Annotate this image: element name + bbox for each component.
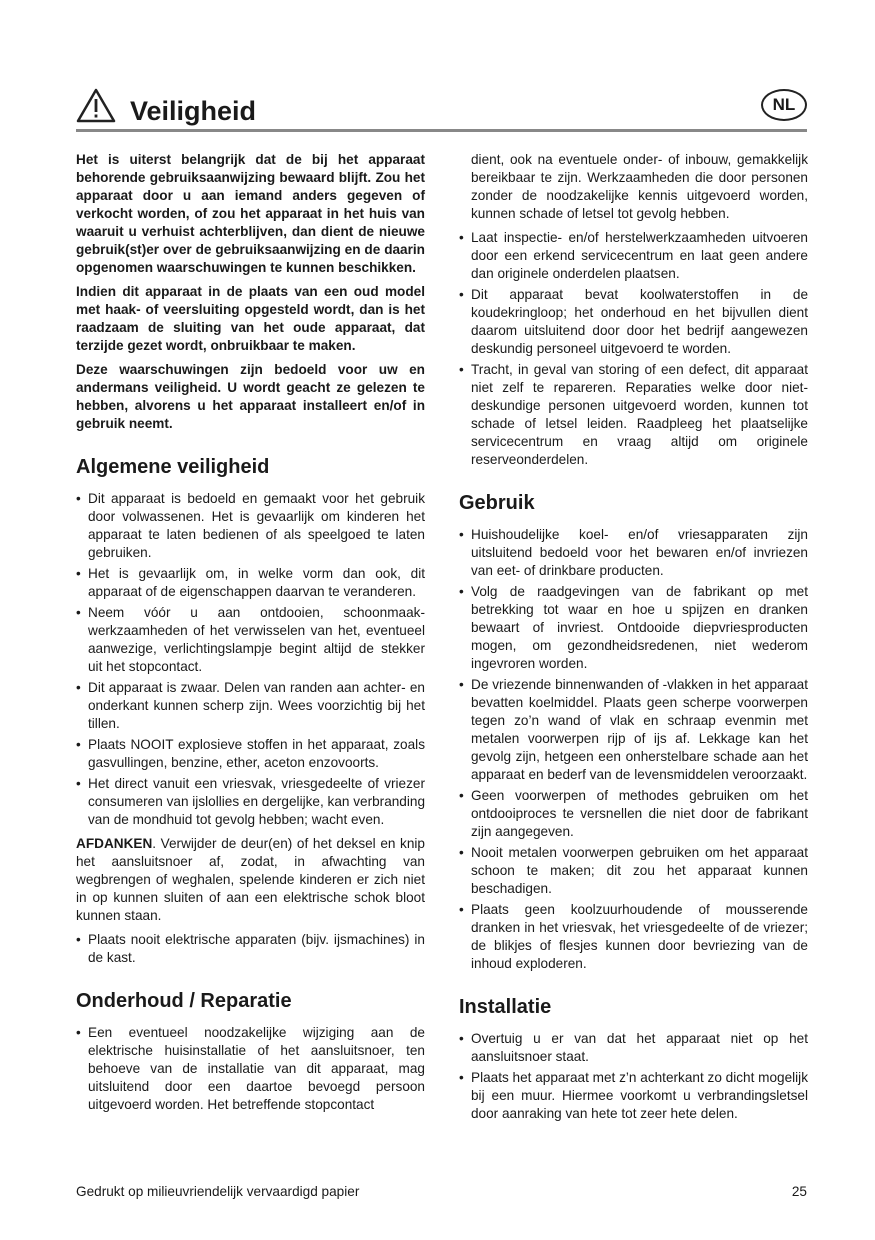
- header-rule: [76, 129, 807, 132]
- general-list-2: [76, 931, 425, 967]
- list-item: • Volg de raadgevingen van de fabrikant op met betrekking tot waar en hoe u spijzen en dranken bewaart of invriest. Ontdooide diepvriesproducten mogen, om gezondheidsredenen, niet wederom ingevroren worden.: [459, 583, 808, 673]
- section-heading-usage: Gebruik: [459, 492, 535, 514]
- page-header: [76, 86, 807, 132]
- list-item: • Overtuig u er van dat het apparaat niet op het aansluitsnoer staat.: [459, 1030, 808, 1066]
- list-item: • Tracht, in geval van storing of een defect, dit apparaat niet zelf te repareren. Reparaties welke door niet-deskundige personen uitgevoerd worden, kunnen tot schade of letsel leiden. Raadpleeg het plaatselijke servicecentrum en vraag altijd om originele reserveonderdelen.: [459, 361, 808, 469]
- intro-paragraph: Deze waarschuwingen zijn bedoeld voor uw en andermans veiligheid. U wordt geacht ze gelezen te hebben, alvorens u het apparaat installeert en/of in gebruik neemt.: [76, 362, 425, 431]
- maintenance-list: [76, 1024, 425, 1114]
- list-item: • Het direct vanuit een vriesvak, vriesgedeelte of vriezer consumeren van ijslollies en dergelijke, kan verbranding van de mondhuid tot gevolg hebben; wacht even.: [76, 775, 425, 829]
- intro-paragraph: Indien dit apparaat in de plaats van een oud model met haak- of veersluiting opgesteld wordt, dan is het raadzaam de sluiting van het oude apparaat, dat terzijde gezet wordt, onbruikbaar te maken.: [76, 284, 425, 353]
- page-title: Veiligheid: [130, 96, 257, 126]
- footer-text: Gedrukt op milieuvriendelijk vervaardigd papier: [76, 1184, 360, 1199]
- list-item: • Dit apparaat is zwaar. Delen van randen aan achter- en onderkant kunnen scherp zijn. Wees voorzichtig bij het tillen.: [76, 679, 425, 733]
- list-item: • Huishoudelijke koel- en/of vriesapparaten zijn uitsluitend bedoeld voor het bewaren en/of invriezen van eet- of drinkbare producten.: [459, 526, 808, 580]
- list-item: • Neem vóór u aan ontdooien, schoonmaak-werkzaamheden of het verwisselen van het, eventueel aanwezige, verlichtingslampje begint altijd de stekker uit het stopcontact.: [76, 604, 425, 676]
- maintenance-continuation: dient, ook na eventuele onder- of inbouw, gemakkelijk bereikbaar te zijn. Werkzaamheden die door personen zonder de noodzakelijke kennis uitgevoerd worden, kunnen schade of letsel tot gevolg hebben.: [471, 152, 808, 221]
- list-item: • Het is gevaarlijk om, in welke vorm dan ook, dit apparaat of de eigenschappen daarvan te veranderen.: [76, 565, 425, 601]
- language-badge: NL: [761, 89, 807, 121]
- list-item: • Een eventueel noodzakelijke wijziging aan de elektrische huisinstallatie of het aansluitsnoer, ten behoeve van de installatie van dit apparaat, mag uitsluitend door een daartoe bevoegd persoon uitgevoerd worden. Het betreffende stopcontact: [76, 1024, 425, 1114]
- list-item: • Plaats geen koolzuurhoudende of mousserende dranken in het vriesvak, het vriesgedeelte of de vriezer; de blikjes of flesjes kunnen door bevriezing van de inhoud exploderen.: [459, 901, 808, 973]
- dispose-text: . Verwijder de deur(en) of het deksel en knip het aansluitsnoer af, zodat, in afwachting van wegbrengen of weghalen, spelende kinderen er zich niet in op kunnen sluiten of aan een elektrische schok bloot kunnen staan.: [76, 836, 425, 923]
- list-item: • Geen voorwerpen of methodes gebruiken om het ontdooiproces te versnellen die niet door de fabrikant zijn aangegeven.: [459, 787, 808, 841]
- maintenance-list-cont: [459, 229, 808, 469]
- general-list: [76, 490, 425, 829]
- dispose-paragraph: [76, 835, 425, 925]
- left-column: [76, 151, 425, 1120]
- list-item: • Dit apparaat bevat koolwaterstoffen in de koudekringloop; het onderhoud en het bijvullen dient daarom uitsluitend door door het bedrijf aangewezen deskundig personeel uitgevoerd te worden.: [459, 286, 808, 358]
- list-item: • Plaats het apparaat met z’n achterkant zo dicht mogelijk bij een muur. Hiermee voorkomt u verbrandingsletsel door aanraking van hete tot zeer hete delen.: [459, 1069, 808, 1123]
- list-item: • De vriezende binnenwanden of -vlakken in het apparaat bevatten koelmiddel. Plaats geen scherpe voorwerpen tegen zo’n wand of vlak en schraap evenmin met metalen voorwerpen rijp of ijs af. Lekkage kan het gevolg zijn, hetgeen een onherstelbare schade aan het apparaat en bederf van de levensmiddelen veroorzaakt.: [459, 676, 808, 784]
- list-item: • Nooit metalen voorwerpen gebruiken om het apparaat schoon te maken; dit zou het apparaat kunnen beschadigen.: [459, 844, 808, 898]
- section-heading-installation: Installatie: [459, 996, 552, 1018]
- right-column: [459, 151, 808, 1129]
- warning-triangle-icon: [76, 88, 116, 124]
- page-footer: [76, 1184, 807, 1199]
- section-heading-general: Algemene veiligheid: [76, 456, 270, 478]
- section-heading-maintenance: Onderhoud / Reparatie: [76, 990, 292, 1012]
- intro-paragraph: Het is uiterst belangrijk dat de bij het apparaat behorende gebruiksaanwijzing bewaard blijft. Zou het apparaat door u aan iemand anders gegeven of verkocht worden, of zou het apparaat in het huis van waaruit u verhuist achterblijven, dan dient de nieuwe gebruik(st)er over de gebruiksaanwijzing en de daarin opgenomen waarschuwingen te kunnen beschikken.: [76, 152, 425, 275]
- dispose-label: AFDANKEN: [76, 836, 153, 851]
- installation-list: [459, 1030, 808, 1123]
- page-number: 25: [791, 1184, 807, 1199]
- list-item: • Plaats NOOIT explosieve stoffen in het apparaat, zoals gasvullingen, benzine, ether, aceton enzovoorts.: [76, 736, 425, 772]
- usage-list: [459, 526, 808, 973]
- list-item: • Laat inspectie- en/of herstelwerkzaamheden uitvoeren door een erkend servicecentrum en laat geen andere dan originele onderdelen plaatsen.: [459, 229, 808, 283]
- list-item: • Plaats nooit elektrische apparaten (bijv. ijsmachines) in de kast.: [76, 931, 425, 967]
- list-item: • Dit apparaat is bedoeld en gemaakt voor het gebruik door volwassenen. Het is gevaarlijk om kinderen het apparaat te laten bedienen of als speelgoed te laten gebruiken.: [76, 490, 425, 562]
